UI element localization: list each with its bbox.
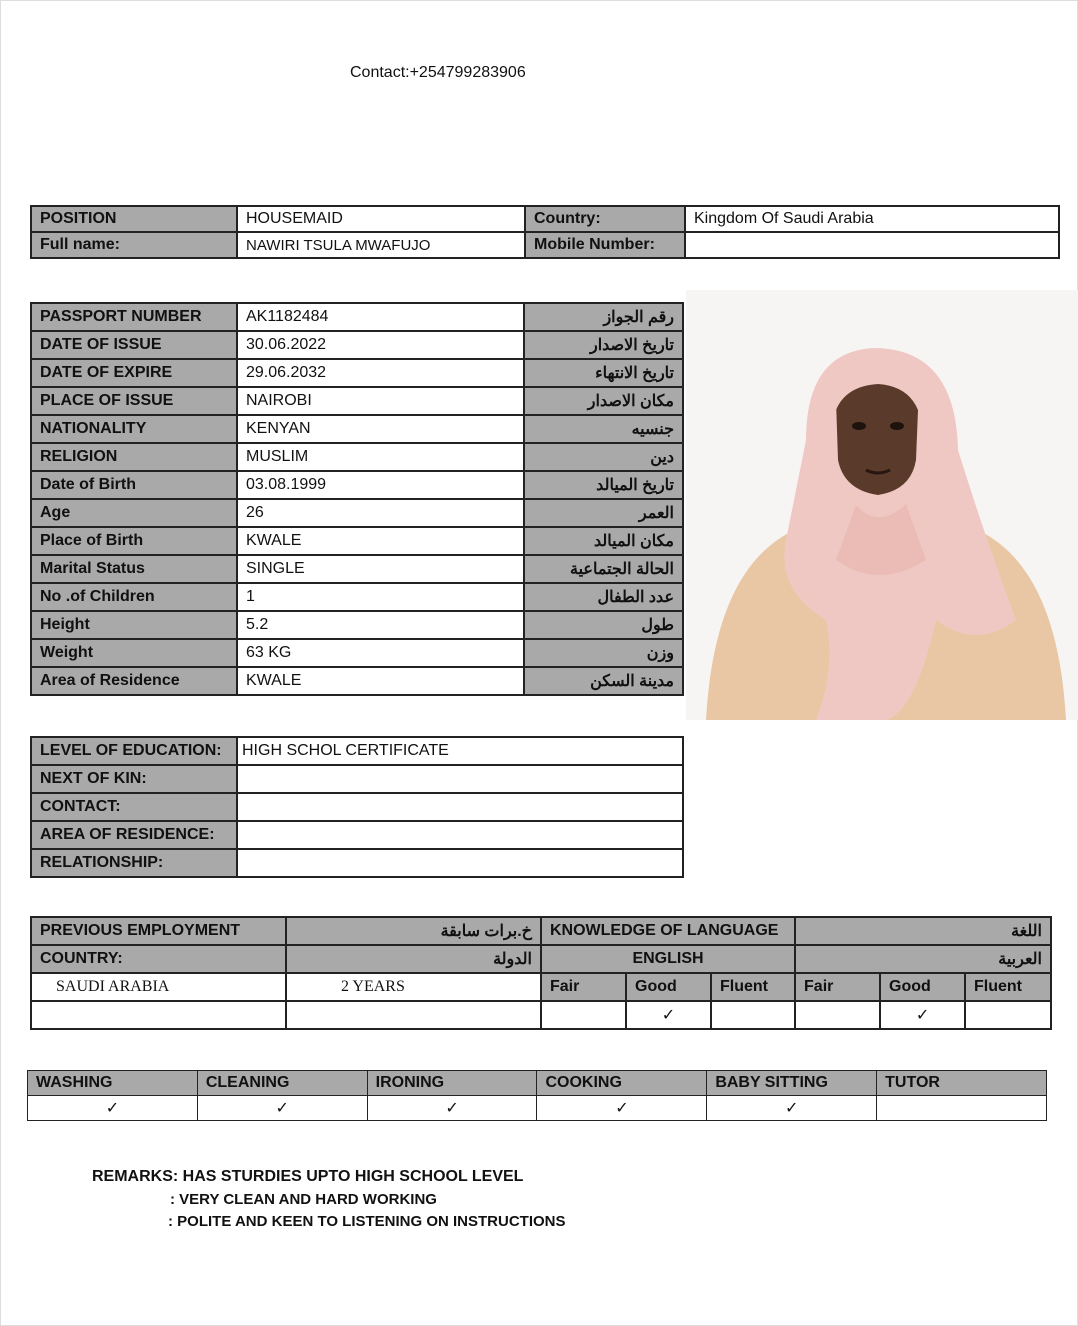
details-arabic: تاريخ الاصدار [524,331,683,359]
check-fair-en [541,1001,626,1029]
fullname-value: NAWIRI TSULA MWAFUJO [237,232,525,258]
remarks [92,1168,566,1230]
education-value: HIGH SCHOL CERTIFICATE [237,737,683,765]
details-value: MUSLIM [237,443,524,471]
details-arabic: تاريخ الميالد [524,471,683,499]
education-label: CONTACT: [31,793,237,821]
education-table [30,736,684,878]
level-fair-en: Fair [541,973,626,1001]
details-value: KWALE [237,667,524,695]
details-row [31,667,683,695]
details-label: Age [31,499,237,527]
details-label: Area of Residence [31,667,237,695]
details-value: 30.06.2022 [237,331,524,359]
details-arabic: الحالة الجتماعية [524,555,683,583]
details-row [31,583,683,611]
details-value: KWALE [237,527,524,555]
remarks-line-3: : POLITE AND KEEN TO LISTENING ON INSTRUCTIONS [168,1213,566,1230]
details-arabic: رقم الجواز [524,303,683,331]
details-arabic: مكان الاصدار [524,387,683,415]
details-arabic: طول [524,611,683,639]
mobile-value [685,232,1059,258]
details-row [31,499,683,527]
language-arabic: اللغة [795,917,1051,945]
details-arabic: مدينة السكن [524,667,683,695]
education-row [31,793,683,821]
level-fluent-en: Fluent [711,973,795,1001]
education-label: NEXT OF KIN: [31,765,237,793]
details-label: RELIGION [31,443,237,471]
details-row [31,415,683,443]
details-value: 63 KG [237,639,524,667]
contact-line: Contact:+254799283906 [350,64,526,81]
skill-label: COOKING [537,1071,707,1096]
details-label: Date of Birth [31,471,237,499]
details-value: 26 [237,499,524,527]
education-value [237,821,683,849]
details-arabic: تاريخ الانتهاء [524,359,683,387]
education-value [237,849,683,877]
details-label: PASSPORT NUMBER [31,303,237,331]
fullname-label: Full name: [31,232,237,258]
details-row [31,471,683,499]
skills-table [27,1070,1047,1121]
level-fluent-ar: Fluent [965,973,1051,1001]
country-col-label: COUNTRY: [31,945,286,973]
prev-employment-label: PREVIOUS EMPLOYMENT [31,917,286,945]
skill-check: ✓ [367,1096,537,1121]
education-value [237,765,683,793]
education-row [31,849,683,877]
english-label: ENGLISH [541,945,795,973]
skill-label: CLEANING [197,1071,367,1096]
details-arabic: العمر [524,499,683,527]
details-label: Place of Birth [31,527,237,555]
level-fair-ar: Fair [795,973,880,1001]
education-label: RELATIONSHIP: [31,849,237,877]
country-col-arabic: الدولة [286,945,541,973]
details-arabic: دين [524,443,683,471]
level-good-en: Good [626,973,711,1001]
check-good-ar: ✓ [880,1001,965,1029]
details-row [31,611,683,639]
check-fluent-ar [965,1001,1051,1029]
education-row [31,821,683,849]
details-value: 5.2 [237,611,524,639]
details-value: SINGLE [237,555,524,583]
skill-label: IRONING [367,1071,537,1096]
skill-check [877,1096,1047,1121]
skill-label: WASHING [28,1071,198,1096]
skill-label: BABY SITTING [707,1071,877,1096]
empty-cell [286,1001,541,1029]
personal-details-table [30,302,684,696]
language-label: KNOWLEDGE OF LANGUAGE [541,917,795,945]
details-label: Height [31,611,237,639]
details-row [31,443,683,471]
employment-duration: 2 YEARS [286,973,541,1001]
details-arabic: وزن [524,639,683,667]
details-row [31,527,683,555]
level-good-ar: Good [880,973,965,1001]
details-value: KENYAN [237,415,524,443]
details-value: NAIROBI [237,387,524,415]
education-label: AREA OF RESIDENCE: [31,821,237,849]
education-value [237,793,683,821]
mobile-label: Mobile Number: [525,232,685,258]
details-value: 1 [237,583,524,611]
arabic-label: العربية [795,945,1051,973]
details-value: 03.08.1999 [237,471,524,499]
check-good-en: ✓ [626,1001,711,1029]
details-arabic: مكان الميالد [524,527,683,555]
details-label: No .of Children [31,583,237,611]
skill-check: ✓ [707,1096,877,1121]
education-row [31,765,683,793]
prev-employment-arabic: خ.برات سابقة [286,917,541,945]
details-value: 29.06.2032 [237,359,524,387]
details-row [31,303,683,331]
remarks-line-2: : VERY CLEAN AND HARD WORKING [170,1191,437,1208]
details-row [31,359,683,387]
remarks-line-1: REMARKS: HAS STURDIES UPTO HIGH SCHOOL LEVEL [92,1168,524,1185]
country-label: Country: [525,206,685,232]
position-table [30,205,1060,259]
position-value: HOUSEMAID [237,206,525,232]
details-value: AK1182484 [237,303,524,331]
check-fair-ar [795,1001,880,1029]
details-label: DATE OF ISSUE [31,331,237,359]
details-label: PLACE OF ISSUE [31,387,237,415]
country-value: Kingdom Of Saudi Arabia [685,206,1059,232]
education-label: LEVEL OF EDUCATION: [31,737,237,765]
employment-country: SAUDI ARABIA [31,973,286,1001]
empty-cell [31,1001,286,1029]
education-row [31,737,683,765]
details-label: DATE OF EXPIRE [31,359,237,387]
details-row [31,387,683,415]
details-row [31,639,683,667]
check-fluent-en [711,1001,795,1029]
portrait-image [686,290,1078,720]
skill-check: ✓ [28,1096,198,1121]
details-label: Marital Status [31,555,237,583]
skill-check: ✓ [197,1096,367,1121]
details-arabic: عدد الطفال [524,583,683,611]
skill-label: TUTOR [877,1071,1047,1096]
candidate-photo [686,290,1078,720]
details-row [31,555,683,583]
position-label: POSITION [31,206,237,232]
skill-check: ✓ [537,1096,707,1121]
details-label: NATIONALITY [31,415,237,443]
employment-language-table [30,916,1052,1030]
details-label: Weight [31,639,237,667]
details-row [31,331,683,359]
details-arabic: جنسيه [524,415,683,443]
